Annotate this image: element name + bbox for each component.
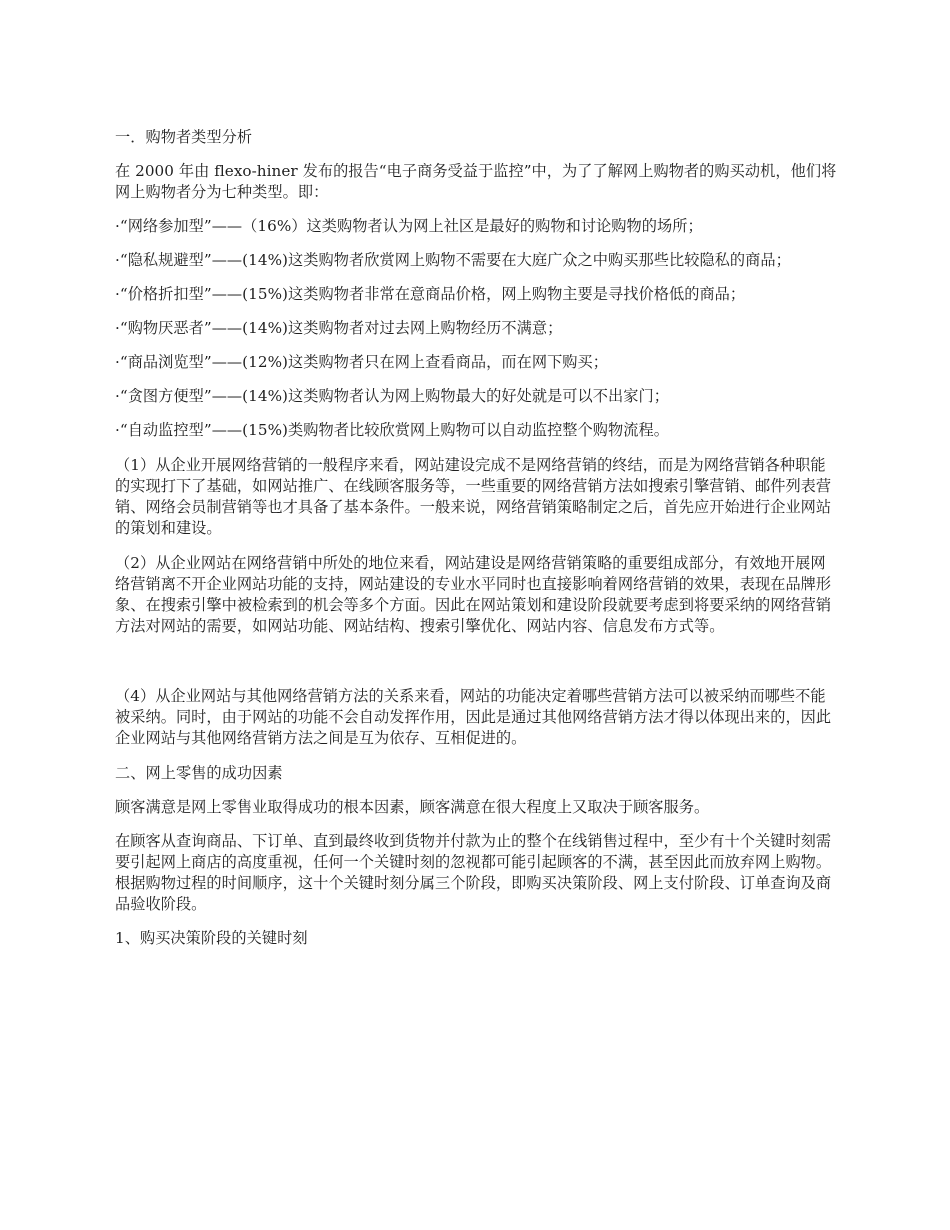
body-paragraph: （2）从企业网站在网络营销中所处的地位来看，网站建设是网络营销策略的重要组成部分，有效地开展网络营销离不开企业网站功能的支持，网站建设的专业水平同时也直接影响着网络营销的效果，表现在品牌形象、在搜索引擎中被检索到的机会等多个方面。因此在网站策划和建设阶段就要考虑到将要采纳的网络营销方法对网站的需要，如网站功能、网站结构、搜索引擎优化、网站内容、信息发布方式等。 [115,554,832,635]
blank-space [115,651,839,686]
list-item: ·“商品浏览型”——(12%)这类购物者只在网上查看商品，而在网下购买； [115,353,609,371]
document-body [115,127,839,963]
list-item: ·“隐私规避型”——(14%)这类购物者欣赏网上购物不需要在大庭广众之中购买那些比较隐私的商品； [115,251,791,269]
list-item: ·“自动监控型”——(15%)类购物者比较欣赏网上购物可以自动监控整个购物流程。 [115,421,669,439]
list-item: ·“价格折扣型”——(15%)这类购物者非常在意商品价格，网上购物主要是寻找价格低的商品； [115,285,746,303]
body-paragraph: 顾客满意是网上零售业取得成功的根本因素，顾客满意在很大程度上又取决于顾客服务。 [115,798,710,816]
list-item: ·“网络参加型”——（16%）这类购物者认为网上社区是最好的购物和讨论购物的场所； [115,217,703,235]
subheading: 1、购买决策阶段的关键时刻 [115,929,308,947]
body-paragraph: （1）从企业开展网络营销的一般程序来看，网站建设完成不是网络营销的终结，而是为网络营销各种职能的实现打下了基础，如网站推广、在线顾客服务等，一些重要的网络营销方法如搜索引擎营销、邮件列表营销、网络会员制营销等也才具备了基本条件。一般来说，网络营销策略制定之后，首先应开始进行企业网站的策划和建设。 [115,456,832,537]
section-heading: 一．购物者类型分析 [115,128,253,146]
list-item: ·“购物厌恶者”——(14%)这类购物者对过去网上购物经历不满意； [115,319,563,337]
section-heading: 二、网上零售的成功因素 [115,764,283,782]
body-paragraph: 在顾客从查询商品、下订单、直到最终收到货物并付款为止的整个在线销售过程中，至少有十个关键时刻需要引起网上商店的高度重视，任何一个关键时刻的忽视都可能引起顾客的不满，甚至因此而放弃网上购物。根据购物过程的时间顺序，这十个关键时刻分属三个阶段，即购买决策阶段、网上支付阶段、订单查询及商品验收阶段。 [115,832,832,913]
body-paragraph: （4）从企业网站与其他网络营销方法的关系来看，网站的功能决定着哪些营销方法可以被采纳而哪些不能被采纳。同时，由于网站的功能不会自动发挥作用，因此是通过其他网络营销方法才得以体现出来的，因此企业网站与其他网络营销方法之间是互为依存、互相促进的。 [115,687,832,747]
list-item: ·“贪图方便型”——(14%)这类购物者认为网上购物最大的好处就是可以不出家门； [115,387,669,405]
intro-paragraph: 在 2000 年由 flexo-hiner 发布的报告“电子商务受益于监控”中，为了了解网上购物者的购买动机，他们将网上购物者分为七种类型。即： [115,162,837,201]
